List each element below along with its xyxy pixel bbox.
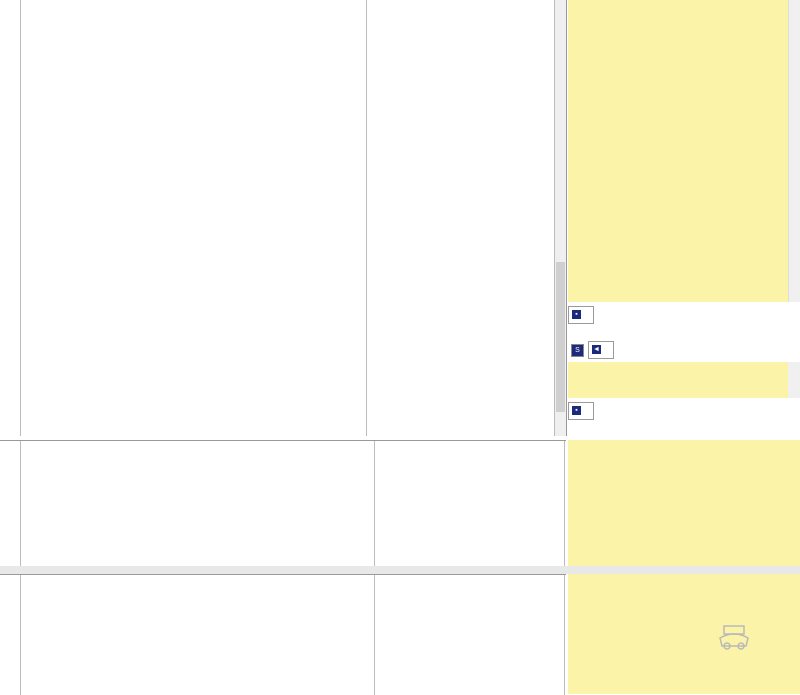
service-note-1 [568, 440, 800, 566]
service-note-2 [568, 574, 800, 694]
fault-watch-button-2[interactable] [568, 402, 594, 420]
scrollbar-thumb[interactable] [556, 262, 565, 412]
fault-icon: ▪ [572, 310, 581, 319]
service-table-1 [0, 440, 566, 567]
info-panel-top [568, 0, 788, 302]
info-panel-mid [568, 362, 788, 398]
auto-icon: ◄ [593, 346, 600, 353]
fault-watch-button[interactable] [568, 306, 594, 324]
step-icon[interactable]: S [571, 344, 584, 357]
fault-icon-2: ▪ [572, 406, 581, 415]
alfa-logo-icon [716, 624, 752, 650]
auto-up-button[interactable] [588, 341, 614, 359]
dpf-data-table [0, 0, 566, 436]
service-table-2 [0, 574, 566, 695]
